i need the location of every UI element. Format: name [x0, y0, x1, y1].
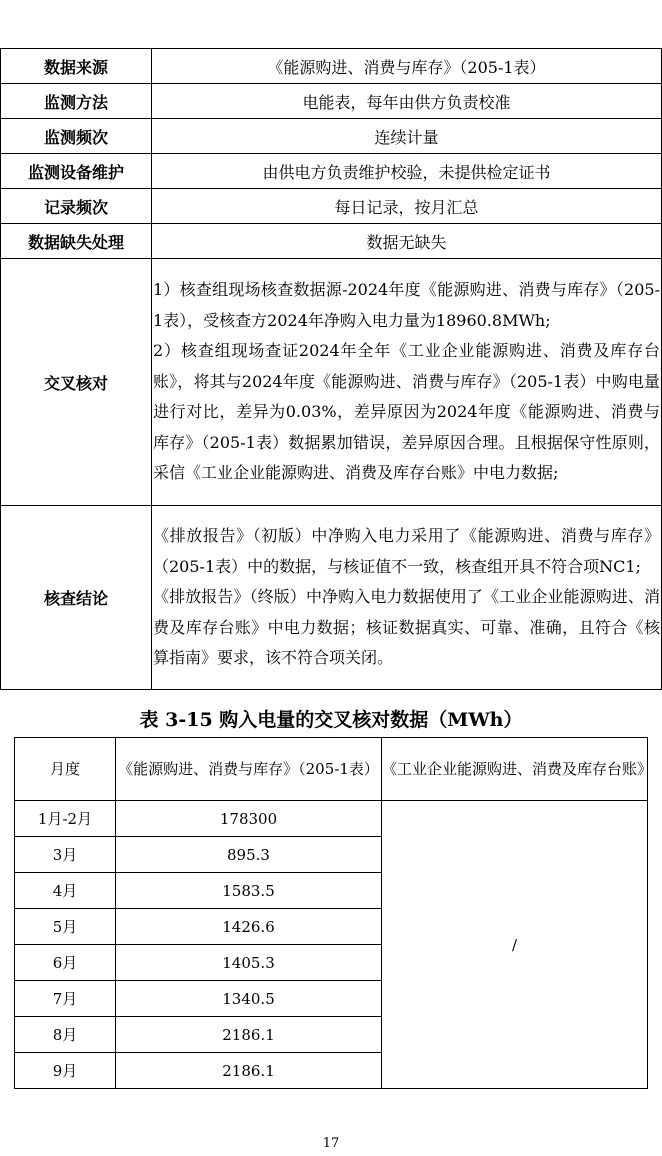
info-row: [1, 119, 662, 154]
info-row: [1, 49, 662, 84]
verification-info-table: [0, 48, 662, 690]
ledger-cell: /: [382, 801, 648, 1089]
cross-check-label: 交叉核对: [1, 259, 152, 506]
info-row: [1, 224, 662, 259]
month-cell: 5月: [15, 909, 116, 945]
row-value: 电能表，每年由供方负责校准: [152, 84, 662, 119]
value-cell: 1426.6: [116, 909, 382, 945]
conclusion-row: [1, 506, 662, 690]
cross-check-paragraph: 1）核查组现场核查数据源-2024年度《能源购进、消费与库存》（205-1表），受核查方2024年净购入电力量为18960.8MWh;: [153, 280, 660, 330]
value-cell: 1340.5: [116, 981, 382, 1017]
value-cell: 2186.1: [116, 1053, 382, 1089]
row-label: 监测频次: [1, 119, 152, 154]
conclusion-paragraph: 《排放报告》（终版）中净购入电力数据使用了《工业企业能源购进、消费及库存台账》中电力数据；核证数据真实、可靠、准确，且符合《核算指南》要求，该不符合项关闭。: [153, 587, 660, 668]
info-row: [1, 154, 662, 189]
row-label: 数据缺失处理: [1, 224, 152, 259]
header-energy-report: 《能源购进、消费与库存》（205-1表）: [116, 738, 382, 801]
conclusion-paragraph: 《排放报告》（初版）中净购入电力采用了《能源购进、消费与库存》（205-1表）中的数据，与核证值不一致，核查组开具不符合项NC1;: [153, 526, 660, 576]
value-cell: 178300: [116, 801, 382, 837]
info-row: [1, 189, 662, 224]
row-value: 数据无缺失: [152, 224, 662, 259]
row-label: 监测设备维护: [1, 154, 152, 189]
month-cell: 4月: [15, 873, 116, 909]
cross-check-row: [1, 259, 662, 506]
header-month: 月度: [15, 738, 116, 801]
month-cell: 7月: [15, 981, 116, 1017]
table-title: 表 3-15 购入电量的交叉核对数据（MWh）: [139, 709, 523, 731]
header-row: [15, 738, 648, 801]
month-cell: 8月: [15, 1017, 116, 1053]
row-value: 《能源购进、消费与库存》（205-1表）: [152, 49, 662, 84]
value-cell: 1405.3: [116, 945, 382, 981]
row-label: 记录频次: [1, 189, 152, 224]
month-cell: 6月: [15, 945, 116, 981]
cross-check-content: [152, 259, 662, 506]
value-cell: 895.3: [116, 837, 382, 873]
row-value: 每日记录，按月汇总: [152, 189, 662, 224]
info-row: [1, 84, 662, 119]
row-value: 连续计量: [152, 119, 662, 154]
month-cell: 9月: [15, 1053, 116, 1089]
conclusion-content: [152, 506, 662, 690]
month-cell: 3月: [15, 837, 116, 873]
row-value: 由供电方负责维护校验，未提供检定证书: [152, 154, 662, 189]
header-ledger: 《工业企业能源购进、消费及库存台账》: [382, 738, 648, 801]
conclusion-label: 核查结论: [1, 506, 152, 690]
value-cell: 1583.5: [116, 873, 382, 909]
page-number: 17: [322, 1136, 340, 1151]
cross-check-paragraph: 2）核查组现场查证2024年全年《工业企业能源购进、消费及库存台账》，将其与2024年度《能源购进、消费与库存》（205-1表）中购电量进行对比，差异为0.03%，差异原因为2024年度《能源购进、消费与库存》（205-1表）数据累加错误，差异原因合理。且根据保守性原则，采信《工业企业能源购进、消费及库存台账》中电力数据;: [153, 341, 660, 483]
row-label: 监测方法: [1, 84, 152, 119]
table-row: [15, 801, 648, 837]
month-cell: 1月-2月: [15, 801, 116, 837]
value-cell: 2186.1: [116, 1017, 382, 1053]
row-label: 数据来源: [1, 49, 152, 84]
electricity-cross-check-table: [14, 737, 653, 1089]
